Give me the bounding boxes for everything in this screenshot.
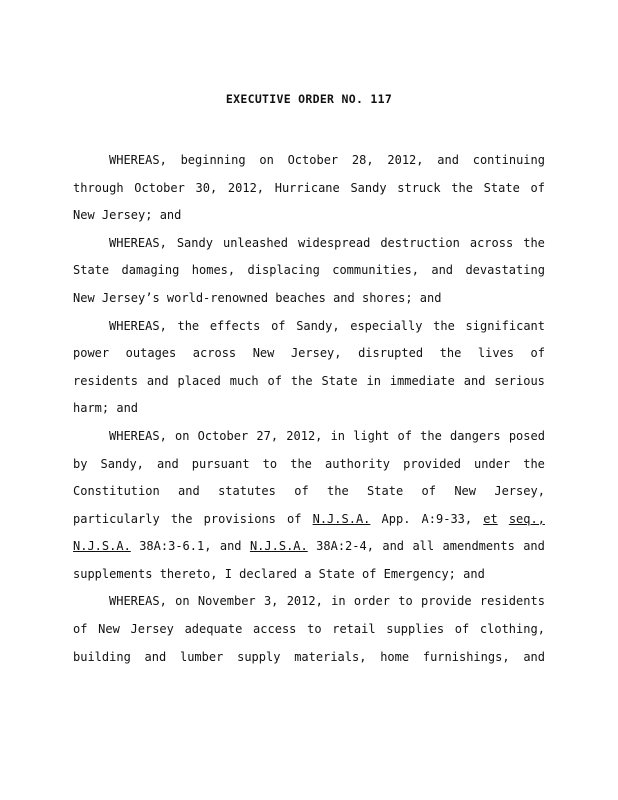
word: 2012, xyxy=(227,181,265,195)
word: State xyxy=(483,181,520,195)
word: and xyxy=(146,374,169,388)
word: of xyxy=(271,319,286,333)
word: much xyxy=(229,374,259,388)
word: the xyxy=(177,319,200,333)
word: 38A:3-6.1, xyxy=(139,539,212,553)
word: Sandy xyxy=(350,181,387,195)
word: effects xyxy=(209,319,261,333)
word: provide xyxy=(421,594,472,608)
word: devastating xyxy=(465,263,545,277)
text-line xyxy=(73,153,545,167)
text-line xyxy=(73,622,545,636)
text-line: New Jersey; and xyxy=(73,208,182,222)
word: WHEREAS, xyxy=(109,594,167,608)
word: displacing xyxy=(247,263,320,277)
word: residents xyxy=(479,594,545,608)
word: the xyxy=(327,484,349,498)
word: and xyxy=(431,263,454,277)
word: and xyxy=(463,374,486,388)
word: lives xyxy=(477,346,514,360)
word: of xyxy=(397,429,412,443)
text-line xyxy=(73,374,545,388)
word: the xyxy=(523,457,545,471)
word: and xyxy=(157,457,179,471)
word: posed xyxy=(508,429,545,443)
word: light xyxy=(353,429,390,443)
document-title: EXECUTIVE ORDER NO. 117 xyxy=(225,92,393,106)
word: WHEREAS, xyxy=(109,429,167,443)
word: App. xyxy=(381,512,411,526)
word: on xyxy=(174,429,190,443)
word: pursuant xyxy=(191,457,250,471)
word: 27, xyxy=(256,429,279,443)
text-line xyxy=(73,319,545,333)
word: Jersey xyxy=(130,622,174,636)
word: building xyxy=(73,650,131,664)
text-line xyxy=(73,263,545,277)
word: of xyxy=(267,374,282,388)
word: seq., xyxy=(508,512,545,526)
word: supply xyxy=(237,650,281,664)
text-line xyxy=(73,236,545,250)
word: of xyxy=(530,181,545,195)
word: on xyxy=(175,594,190,608)
word: WHEREAS, xyxy=(109,236,167,250)
word: supplies xyxy=(386,622,445,636)
word: retail xyxy=(332,622,376,636)
word: clothing, xyxy=(479,622,545,636)
text-line xyxy=(73,539,545,553)
word: particularly xyxy=(73,512,160,526)
word: and xyxy=(437,153,459,167)
word: the xyxy=(420,429,442,443)
word: the xyxy=(290,374,313,388)
word: authority xyxy=(325,457,391,471)
word: in xyxy=(330,429,346,443)
text-line xyxy=(73,650,545,664)
word: through xyxy=(73,181,124,195)
word: of xyxy=(454,622,470,636)
word: in xyxy=(331,594,346,608)
text-line xyxy=(73,346,545,360)
word: placed xyxy=(177,374,221,388)
word: residents xyxy=(73,374,139,388)
word: 2012, xyxy=(387,153,424,167)
word: N.J.S.A. xyxy=(73,539,131,553)
word: homes, xyxy=(191,263,236,277)
word: N.J.S.A. xyxy=(249,539,308,553)
word: materials, xyxy=(294,650,367,664)
word: immediate xyxy=(389,374,455,388)
word: Constitution xyxy=(73,484,160,498)
word: 30, xyxy=(195,181,218,195)
word: communities, xyxy=(332,263,419,277)
word: to xyxy=(307,622,322,636)
word: State xyxy=(321,374,358,388)
word: disrupted xyxy=(358,346,424,360)
word: and xyxy=(178,484,200,498)
word: 38A:2-4, xyxy=(316,539,374,553)
word: the xyxy=(439,346,462,360)
text-line xyxy=(73,181,545,195)
word: serious xyxy=(494,374,545,388)
text-line: harm; and xyxy=(73,401,139,415)
word: WHEREAS, xyxy=(109,153,167,167)
word: New xyxy=(252,346,275,360)
word: to xyxy=(398,594,413,608)
word: State xyxy=(73,263,110,277)
word: the xyxy=(290,457,312,471)
word: of xyxy=(294,484,309,498)
word: N.J.S.A. xyxy=(312,512,371,526)
word: across xyxy=(192,346,237,360)
word: November xyxy=(197,594,256,608)
word: provisions xyxy=(203,512,276,526)
word: and xyxy=(219,539,242,553)
word: Jersey, xyxy=(494,484,545,498)
word: all xyxy=(412,539,435,553)
word: the xyxy=(170,512,193,526)
word: of xyxy=(73,622,88,636)
word: New xyxy=(454,484,476,498)
word: furnishings, xyxy=(422,650,510,664)
text-line xyxy=(73,512,545,526)
text-line xyxy=(73,429,545,443)
word: Sandy xyxy=(176,236,213,250)
word: Jersey, xyxy=(290,346,342,360)
word: October xyxy=(197,429,249,443)
word: struck xyxy=(397,181,441,195)
word: of xyxy=(530,346,545,360)
word: continuing xyxy=(472,153,545,167)
word: 2012, xyxy=(286,429,323,443)
word: New xyxy=(98,622,120,636)
word: adequate xyxy=(184,622,243,636)
word: destruction xyxy=(380,236,460,250)
word: WHEREAS, xyxy=(109,319,167,333)
word: Sandy, xyxy=(100,457,144,471)
word: October xyxy=(287,153,339,167)
word: and xyxy=(382,539,405,553)
word: of xyxy=(421,484,436,498)
word: damaging xyxy=(121,263,180,277)
word: significant xyxy=(465,319,545,333)
word: by xyxy=(73,457,88,471)
word: the xyxy=(433,319,455,333)
word: 2012, xyxy=(286,594,323,608)
text-line: supplements thereto, I declared a State of Emergency; and xyxy=(73,567,485,581)
word: order xyxy=(353,594,390,608)
text-line xyxy=(73,457,545,471)
word: to xyxy=(262,457,278,471)
word: and xyxy=(523,539,545,553)
word: 3, xyxy=(263,594,279,608)
word: dangers xyxy=(450,429,501,443)
word: 28, xyxy=(351,153,374,167)
word: State xyxy=(367,484,404,498)
word: unleashed xyxy=(222,236,289,250)
word: A:9-33, xyxy=(421,512,473,526)
word: Hurricane xyxy=(274,181,340,195)
word: on xyxy=(259,153,274,167)
text-line: New Jersey’s world-renowned beaches and shores; and xyxy=(73,291,442,305)
word: Sandy, xyxy=(296,319,340,333)
word: widespread xyxy=(298,236,371,250)
word: the xyxy=(451,181,473,195)
word: statutes xyxy=(218,484,276,498)
word: provided xyxy=(403,457,461,471)
word: amendments xyxy=(442,539,515,553)
text-line xyxy=(73,594,545,608)
word: especially xyxy=(350,319,423,333)
word: lumber xyxy=(179,650,224,664)
word: October xyxy=(134,181,185,195)
word: and xyxy=(144,650,167,664)
word: et xyxy=(483,512,498,526)
word: the xyxy=(523,236,545,250)
word: and xyxy=(523,650,545,664)
word: under xyxy=(474,457,511,471)
word: home xyxy=(380,650,410,664)
word: of xyxy=(287,512,302,526)
word: in xyxy=(366,374,381,388)
word: across xyxy=(469,236,514,250)
word: access xyxy=(253,622,297,636)
word: outages xyxy=(125,346,177,360)
word: power xyxy=(73,346,110,360)
word: beginning xyxy=(180,153,246,167)
text-line xyxy=(73,484,545,498)
